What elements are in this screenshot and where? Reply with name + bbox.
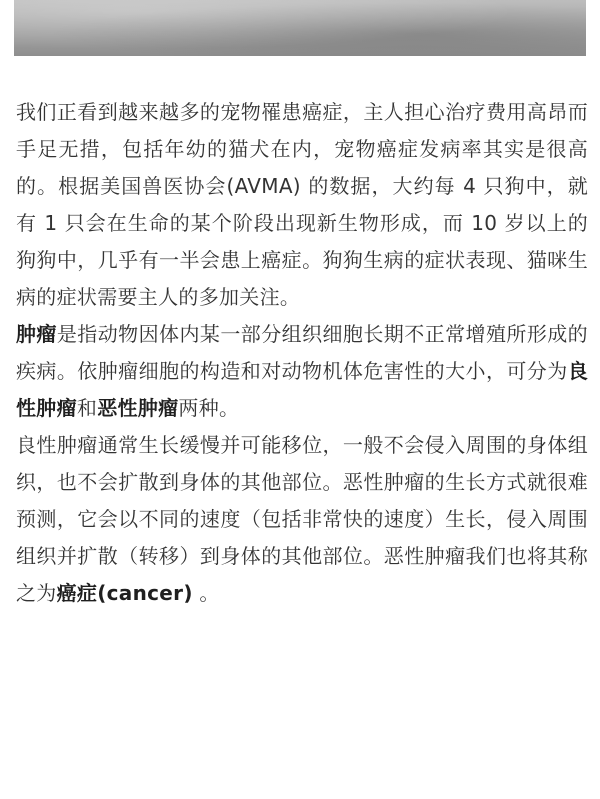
intro-text: 我们正看到越来越多的宠物罹患癌症，主人担心治疗费用高昂而手足无措，包括年幼的猫犬在内，宠物癌症发病率其实是很高的。根据美国兽医协会(AVMA) 的数据，大约每 4 只狗中，就有 1 只会在生命的某个阶段出现新生物形成，而 10 岁以上的狗狗中，几乎有一半会患上癌症。狗狗生病的症状表现、猫咪生病的症状需要主人的多加关注。 [16,100,588,309]
paragraph-intro [16,94,588,316]
comparison-text: 良性肿瘤通常生长缓慢并可能移位，一般不会侵入周围的身体组织，也不会扩散到身体的其他部位。恶性肿瘤的生长方式就很难预测，它会以不同的速度（包括非常快的速度）生长，侵入周围组织并扩散（转移）到身体的其他部位。恶性肿瘤我们也将其称之为 [16,433,588,605]
term-benign-tumor: 良性肿瘤 [16,359,588,420]
header-photo-texture [14,0,586,56]
paragraph-benign-vs-malignant [16,427,588,612]
conjunction-text: 和 [76,396,98,420]
paragraph-tumor-definition [16,316,588,427]
definition-end-text: 两种。 [178,396,240,420]
term-tumor: 肿瘤 [16,322,57,346]
article-body [16,94,588,612]
closing-punctuation: 。 [192,581,220,605]
definition-text: 是指动物因体内某一部分组织细胞长期不正常增殖所形成的疾病。依肿瘤细胞的构造和对动物机体危害性的大小，可分为 [16,322,588,383]
header-photo [14,0,586,56]
term-cancer: 癌症(cancer) [56,581,193,605]
term-malignant-tumor: 恶性肿瘤 [97,396,179,420]
